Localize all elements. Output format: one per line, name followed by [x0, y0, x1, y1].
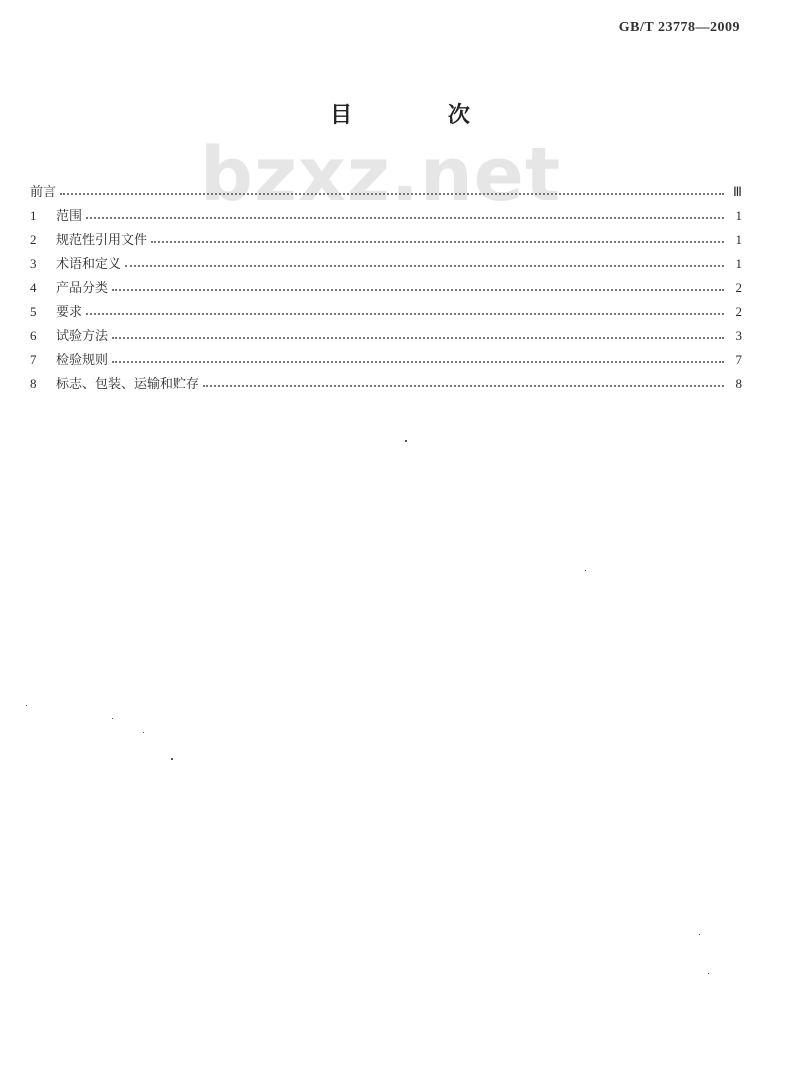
toc-item-page: 1 [735, 232, 742, 247]
scan-speck [26, 705, 27, 706]
toc-item-number: 2 [30, 232, 37, 247]
toc-item-label: 产品分类 [56, 281, 109, 296]
dot-leader [112, 289, 724, 291]
dot-leader [151, 241, 724, 243]
toc-item-marking-packaging[interactable] [30, 368, 742, 392]
toc-item-number: 4 [30, 280, 37, 295]
dot-leader [125, 265, 724, 267]
watermark-logo: bzxz.net [200, 132, 562, 218]
dot-leader [112, 361, 724, 363]
toc-item-number: 8 [30, 376, 37, 391]
scan-speck [405, 440, 407, 442]
toc-item-page: 2 [735, 304, 742, 319]
toc-item-number: 7 [30, 352, 37, 367]
toc-item-label: 术语和定义 [56, 257, 122, 272]
dot-leader [86, 313, 724, 315]
toc-item-page: 1 [735, 256, 742, 271]
toc-item-number: 6 [30, 328, 37, 343]
toc-item-number: 1 [30, 208, 37, 223]
scan-speck [143, 732, 144, 733]
toc-item-normative-references[interactable] [30, 224, 742, 248]
toc-item-label: 检验规则 [56, 353, 109, 368]
toc-item-page: 8 [735, 376, 742, 391]
scan-speck [699, 934, 700, 935]
toc-item-label: 前言 [30, 185, 57, 200]
toc-list [30, 176, 742, 392]
dot-leader [60, 193, 724, 195]
dot-leader [86, 217, 724, 219]
scan-speck [708, 973, 709, 974]
scan-speck [171, 758, 173, 760]
toc-item-test-methods[interactable] [30, 320, 742, 344]
scan-speck [585, 570, 586, 571]
toc-item-page: 3 [735, 328, 742, 343]
toc-item-page: Ⅲ [733, 184, 742, 199]
toc-item-page: 7 [735, 352, 742, 367]
toc-item-number: 3 [30, 256, 37, 271]
dot-leader [203, 385, 724, 387]
toc-item-foreword[interactable] [30, 176, 742, 200]
toc-item-label: 试验方法 [56, 329, 109, 344]
toc-item-page: 1 [735, 208, 742, 223]
toc-item-page: 2 [735, 280, 742, 295]
toc-item-scope[interactable] [30, 200, 742, 224]
toc-item-number: 5 [30, 304, 37, 319]
toc-item-requirements[interactable] [30, 296, 742, 320]
toc-item-label: 规范性引用文件 [56, 233, 148, 248]
dot-leader [112, 337, 724, 339]
toc-item-label: 要求 [56, 305, 83, 320]
scan-speck [112, 718, 113, 719]
toc-item-product-classification[interactable] [30, 272, 742, 296]
toc-title: 目 次 [330, 102, 514, 128]
toc-item-terms-definitions[interactable] [30, 248, 742, 272]
toc-item-label: 范围 [56, 209, 83, 224]
toc-item-inspection-rules[interactable] [30, 344, 742, 368]
toc-item-label: 标志、包装、运输和贮存 [56, 377, 200, 392]
document-id: GB/T 23778—2009 [618, 20, 740, 35]
